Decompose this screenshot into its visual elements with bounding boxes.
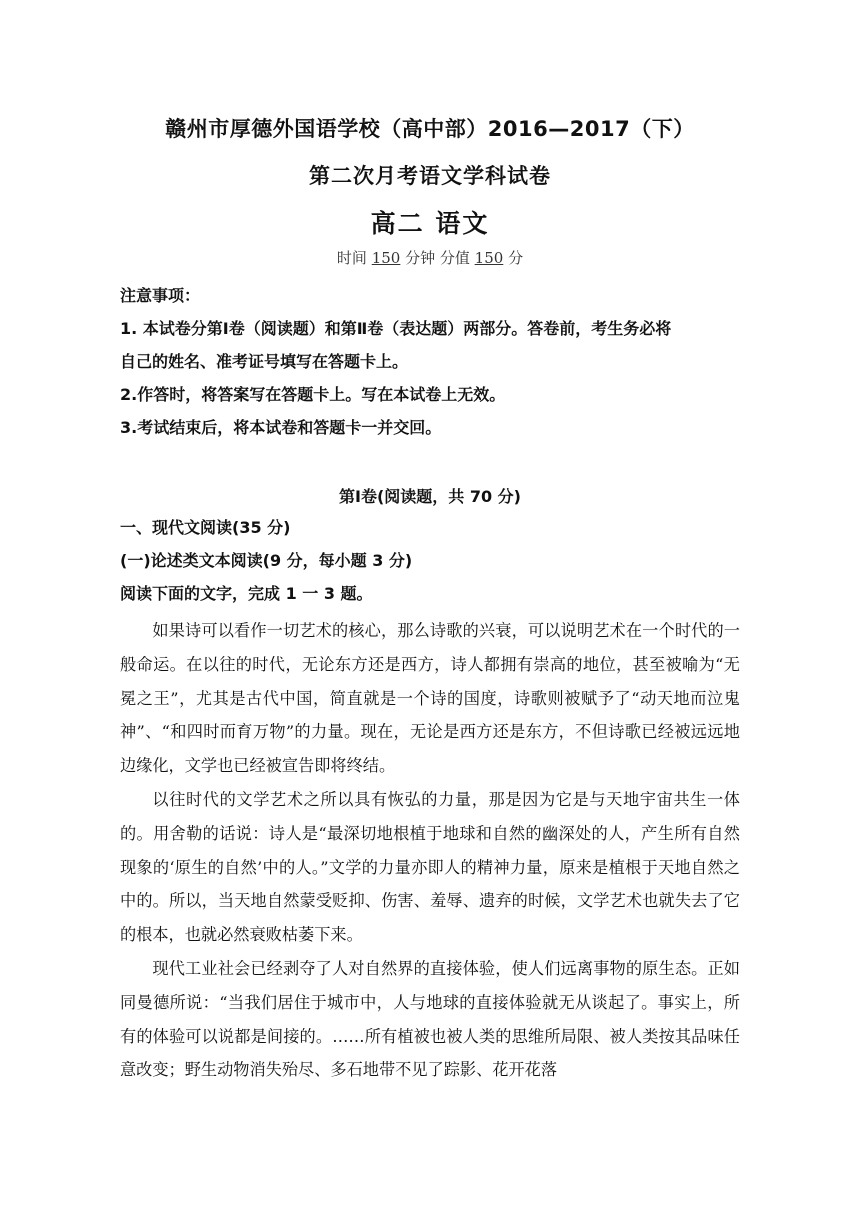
score-value: 150 xyxy=(474,249,504,267)
reading-instruction: 阅读下面的文字，完成 1 一 3 题。 xyxy=(120,584,373,603)
notice-item-1: 1. 本试卷分第Ⅰ卷（阅读题）和第Ⅱ卷（表达题）两部分。答卷前，考生务必将 xyxy=(120,319,672,338)
exam-meta xyxy=(0,247,860,268)
notice-item-2: 2.作答时，将答案写在答题卡上。写在本试卷上无效。 xyxy=(120,385,506,404)
section-heading-1: 一、现代文阅读(35 分) xyxy=(120,518,291,537)
part-title: 第Ⅰ卷(阅读题，共 70 分) xyxy=(339,487,521,506)
passage-paragraph-3: 现代工业社会已经剥夺了人对自然界的直接体验，使人们远离事物的原生态。正如同曼德所说：“当我们居住于城市中，人与地球的直接体验就无从谈起了。事实上，所有的体验可以说都是间接的。……所有植被也被人类的思维所局限、被人类按其品味任意改变；野生动物消失殆尽、多石地带不见了踪影、花开花落 xyxy=(120,958,740,1080)
notice-heading: 注意事项： xyxy=(120,286,201,305)
time-suffix: 分钟 分值 xyxy=(400,249,475,267)
passage-paragraph-2: 以往时代的文学艺术之所以具有恢弘的力量，那是因为它是与天地宇宙共生一体的。用舍勒的话说：诗人是“最深切地根植于地球和自然的幽深处的人，产生所有自然现象的‘原生的自然’中的人。”文学的力量亦即人的精神力量，原来是植根于天地自然之中的。所以，当天地自然蒙受贬抑、伤害、羞辱、遗弃的时候，文学艺术也就失去了它的根本，也就必然衰败枯萎下来。 xyxy=(120,789,740,945)
notice-item-1-cont: 自己的姓名、准考证号填写在答题卡上。 xyxy=(120,352,409,371)
reading-passage xyxy=(120,614,740,1087)
notice-item-3: 3.考试结束后，将本试卷和答题卡一并交回。 xyxy=(120,418,442,437)
section-headings xyxy=(120,511,750,610)
passage-paragraph-1: 如果诗可以看作一切艺术的核心，那么诗歌的兴衰，可以说明艺术在一个时代的一般命运。在以往的时代，无论东方还是西方，诗人都拥有崇高的地位，甚至被喻为“无冕之王”，尤其是古代中国，简直就是一个诗的国度，诗歌则被赋予了“动天地而泣鬼神”、“和四时而育万物”的力量。现在，无论是西方还是东方，不但诗歌已经被远远地边缘化，文学也已经被宣告即将终结。 xyxy=(120,621,740,776)
time-value: 150 xyxy=(371,249,401,267)
notice-block xyxy=(120,279,750,444)
exam-title: 第二次月考语文学科试卷 xyxy=(309,164,551,188)
school-title: 赣州市厚德外国语学校（高中部）2016—2017（下） xyxy=(165,117,695,141)
score-suffix: 分 xyxy=(503,249,524,267)
section-heading-2: (一)论述类文本阅读(9 分，每小题 3 分) xyxy=(120,551,413,570)
time-prefix: 时间 xyxy=(336,249,372,267)
subject-title: 高二 语文 xyxy=(370,209,490,238)
